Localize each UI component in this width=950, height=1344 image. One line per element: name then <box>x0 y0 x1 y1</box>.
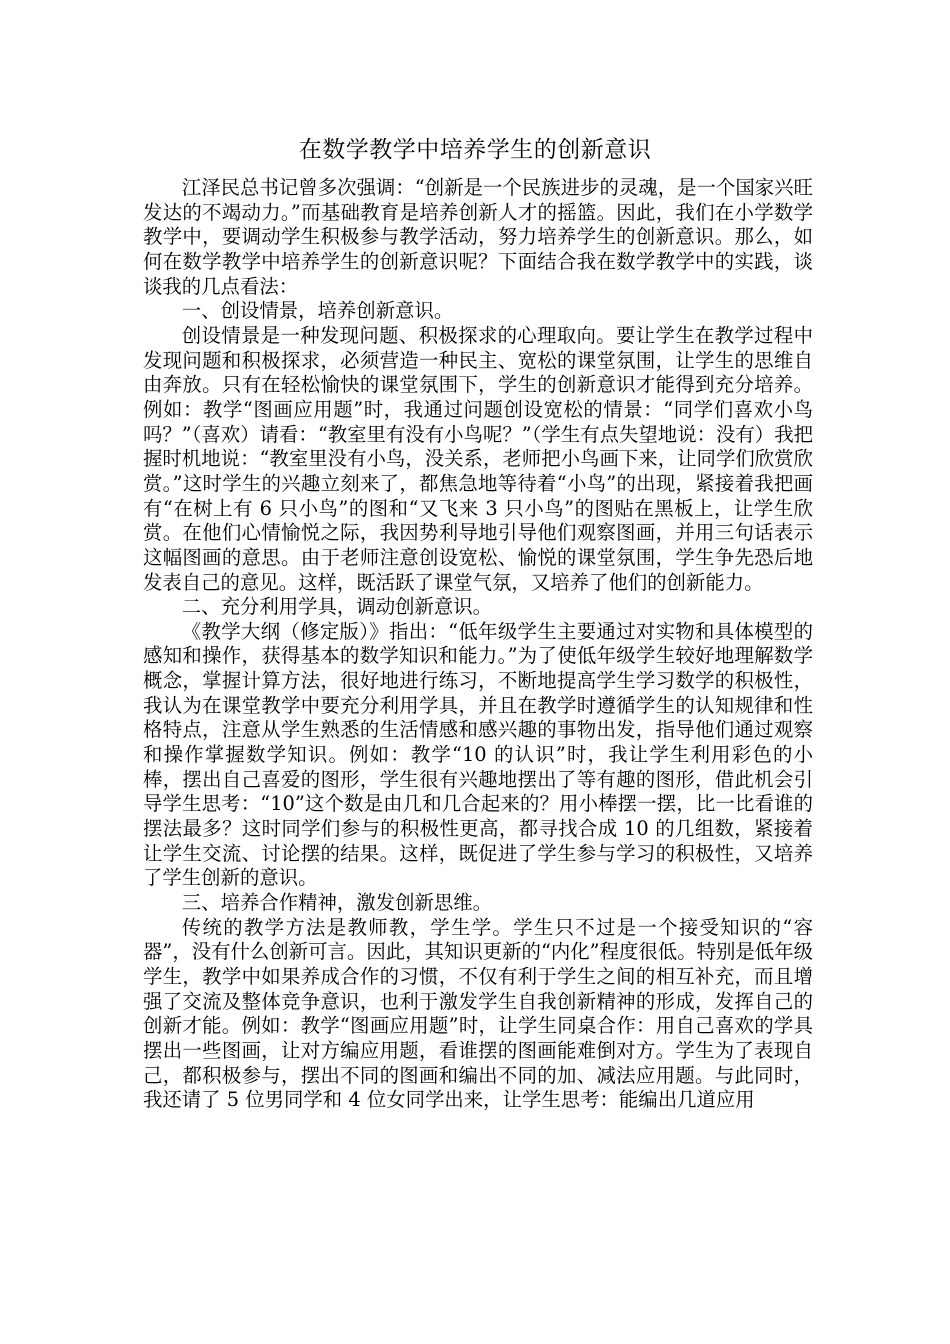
section-heading-1: 一、创设情景，培养创新意识。 <box>181 299 454 323</box>
section-heading-3: 三、培养合作精神，激发创新思维。 <box>181 891 493 915</box>
section-heading-2: 二、充分利用学具，调动创新意识。 <box>181 595 493 619</box>
paragraph-section-3: 传统的教学方法是教师教，学生学。学生只不过是一个接受知识的“容器”，没有什么创新可言。因此，其知识更新的“内化”程度很低。特别是低年级学生，教学中如果养成合作的习惯，不仅有利于学生之间的相互补充，而且增强了交流及整体竞争意识，也利于激发学生自我创新精神的形成，发挥自己的创新才能。例如：教学“图画应用题”时，让学生同桌合作：用自己喜欢的学具摆出一些图画，让对方编应用题，看谁摆的图画能难倒对方。学生为了表现自己，都积极参与，摆出不同的图画和编出不同的加、减法应用题。与此同时，我还请了 5 位男同学和 4 位女同学出来，让学生思考：能编出几道应用 <box>143 915 813 1112</box>
document-body <box>143 176 813 1113</box>
paragraph-section-1: 创设情景是一种发现问题、积极探求的心理取向。要让学生在教学过程中发现问题和积极探求，必须营造一种民主、宽松的课堂氛围，让学生的思维自由奔放。只有在轻松愉快的课堂氛围下，学生的创新意识才能得到充分培养。例如：教学“图画应用题”时，我通过问题创设宽松的情景：“同学们喜欢小鸟吗？”（喜欢）请看：“教室里有没有小鸟呢？”（学生有点失望地说：没有）我把握时机地说：“教室里没有小鸟，没关系，老师把小鸟画下来，让同学们欣赏欣赏。”这时学生的兴趣立刻来了，都焦急地等待着“小鸟”的出现，紧接着我把画有“在树上有 6 只小鸟”的图和“又飞来 3 只小鸟”的图贴在黑板上，让学生欣赏。在他们心情愉悦之际，我因势利导地引导他们观察图画，并用三句话表示这幅图画的意思。由于老师注意创设宽松、愉悦的课堂氛围，学生争先恐后地发表自己的意见。这样，既活跃了课堂气氛，又培养了他们的创新能力。 <box>143 323 813 594</box>
paragraph-section-2: 《教学大纲（修定版）》指出：“低年级学生主要通过对实物和具体模型的感知和操作，获得基本的数学知识和能力。”为了使低年级学生较好地理解数学概念，掌握计算方法，很好地进行练习，不断地提高学生学习数学的积极性，我认为在课堂教学中要充分利用学具，并且在教学时遵循学生的认知规律和性格特点，注意从学生熟悉的生活情感和感兴趣的事物出发，指导他们通过观察和操作掌握数学知识。例如：教学“10 的认识”时，我让学生利用彩色的小棒，摆出自己喜爱的图形，学生很有兴趣地摆出了等有趣的图形，借此机会引导学生思考：“10”这个数是由几和几合起来的？用小棒摆一摆，比一比看谁的摆法最多？这时同学们参与的积极性更高，都寻找合成 10 的几组数，紧接着让学生交流、讨论摆的结果。这样，既促进了学生参与学习的积极性，又培养了学生创新的意识。 <box>143 619 813 890</box>
paragraph-intro: 江泽民总书记曾多次强调：“创新是一个民族进步的灵魂，是一个国家兴旺发达的不竭动力。”而基础教育是培养创新人才的摇篮。因此，我们在小学数学教学中，要调动学生积极参与教学活动，努力培养学生的创新意识。那么，如何在数学教学中培养学生的创新意识呢？下面结合我在数学教学中的实践，谈谈我的几点看法： <box>143 176 813 298</box>
document-title: 在数学教学中培养学生的创新意识 <box>298 137 652 163</box>
